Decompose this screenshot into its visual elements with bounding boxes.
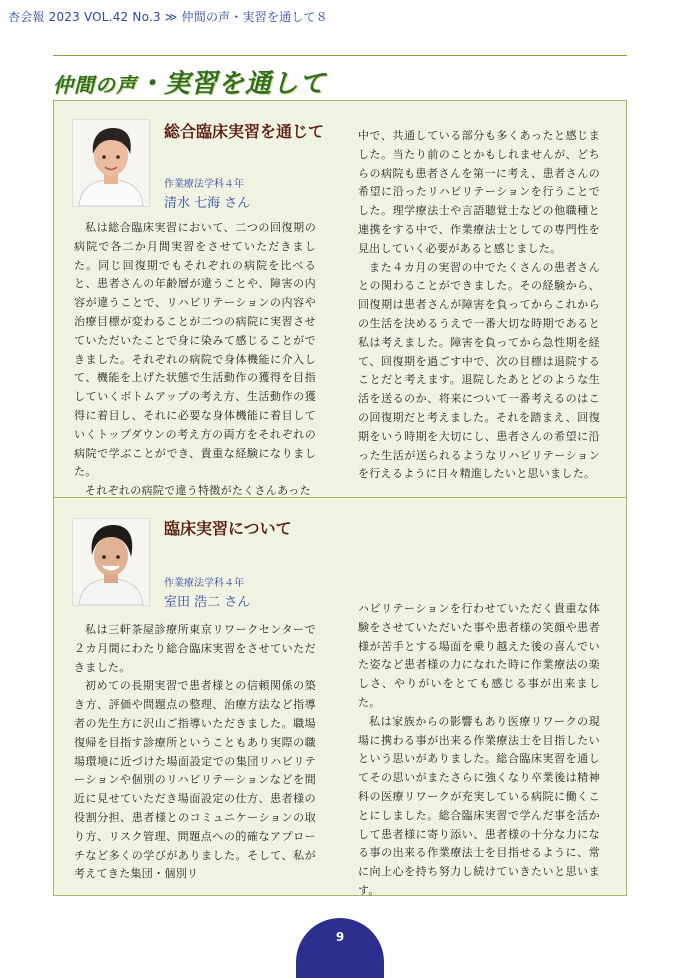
article-column-left: [74, 219, 316, 501]
paragraph: 初めての長期実習で患者様との信頼関係の築き方、評価や問題点の整理、治療方法など指導者の先生方に沢山ご指導いただきました。職場復帰を目指す診療所ということもあり実際の職場環境に近づけた場面設定での集団リハビリテーションや個別のリハビリテーションなどを間近に見せていただき場面設定の仕方、患者様の役割分担、患者様とのコミュニケーションの取り方、リスク管理、問題点への的確なアプローチなど多くの学びがありました。そして、私が考えてきた集団・個別リ: [74, 679, 316, 881]
paragraph: それぞれの病院で違う特徴がたくさんあった: [85, 484, 311, 498]
page-number-tab: [296, 918, 384, 978]
article-title: 臨床実習について: [164, 519, 292, 538]
paragraph: また４カ月の実習の中でたくさんの患者さんとの関わることができました。その経験から、回復期は患者さんが障害を負ってからこれからの生活を決めるうえで一番大切な時期であると私は考えました。障害を負ってから急性期を経て、回復期を過ごす中で、次の目標は退院することだと考えます。退院したあとどのような生活を送るのか、将来について一番考えるのはこの回復期だと考えました。それを踏まえ、回復期をいう時期を大切にし、患者さんの希望に沿った生活が送られるようなリハビリテーションを行えるように日々精進したいと思いました。: [358, 260, 600, 481]
paragraph: 私は家族からの影響もあり医療リワークの現場に携わる事が出来る作業療法士を目指したいという思いがありました。総合臨床実習を通してその思いがまたさらに強くなり卒業後は精神科の医療リワークが充実している病院に働くことにしました。総合臨床実習で学んだ事を活かして患者様に寄り添い、患者様の十分な力になる事の出来る作業療法士を目指せるように、常に向上心を持ち努力し続けていきたいと思います。: [358, 714, 600, 897]
author-department: 作業療法学科４年: [164, 578, 244, 589]
person-photo-icon: [73, 519, 149, 605]
article-column-left: [74, 621, 316, 884]
author-name: 室田 浩二 さん: [164, 595, 251, 610]
paragraph: 私は三軒茶屋診療所東京リワークセンターで２カ月間にわたり総合臨床実習をさせていただきました。: [74, 623, 316, 674]
title-rule: [53, 55, 627, 56]
paragraph: 中で、共通している部分も多くあったと感じました。当たり前のことかもしれませんが、どちらの病院も患者さんを第一に考え、患者さんの希望に沿ったリハビリテーションを行うことでした。理学療法士や言語聴覚士などの他職種と連携をする中で、作業療法士としての専門性を見出していく必要があると感じました。: [358, 129, 600, 255]
article-panel-2: [53, 498, 627, 896]
author-department: 作業療法学科４年: [164, 179, 244, 190]
banner-part-b: 実習を通して: [164, 69, 327, 99]
author-photo: [72, 518, 150, 606]
banner-part-a: 仲間の声: [53, 73, 137, 97]
author-name: 清水 七海 さん: [164, 196, 251, 211]
running-header: 杏会報 2023 VOL.42 No.3 ≫ 仲間の声・実習を通して８: [8, 10, 328, 24]
paragraph: ハビリテーションを行わせていただく貴重な体験をさせていただいた事や患者様の笑顔や患者様が苦手とする場面を乗り越えた後の喜んでいた姿など患者様の力になれた時に作業療法の楽しさ、やりがいをとても感じる事が出来ました。: [358, 602, 600, 709]
article-panel-1: [53, 100, 627, 498]
author-photo: [72, 119, 150, 207]
page-number: 9: [335, 930, 345, 944]
article-column-right: [358, 127, 600, 484]
banner-dot: ・: [137, 69, 165, 99]
person-photo-icon: [73, 120, 149, 206]
article-column-right: [358, 600, 600, 901]
section-banner: [53, 63, 326, 100]
article-title: 総合臨床実習を通じて: [164, 122, 325, 141]
paragraph: 私は総合臨床実習において、二つの回復期の病院で各二か月間実習をさせていただきました。同じ回復期でもそれぞれの病院を比べると、患者さんの年齢層が違うことや、障害の内容が違うことで、リハビリテーションの内容や治療目標が変わることが二つの病院に実習させていただいたことで身に染みて感じることができました。それぞれの病院で身体機能に介入して、機能を上げた状態で生活動作の獲得を目指していくボトムアップの考え方、生活動作の獲得に着目し、それに必要な身体機能に着目していくトップダウンの考え方の両方をそれぞれの病院で学ぶことができ、貴重な経験になりました。: [74, 221, 316, 479]
